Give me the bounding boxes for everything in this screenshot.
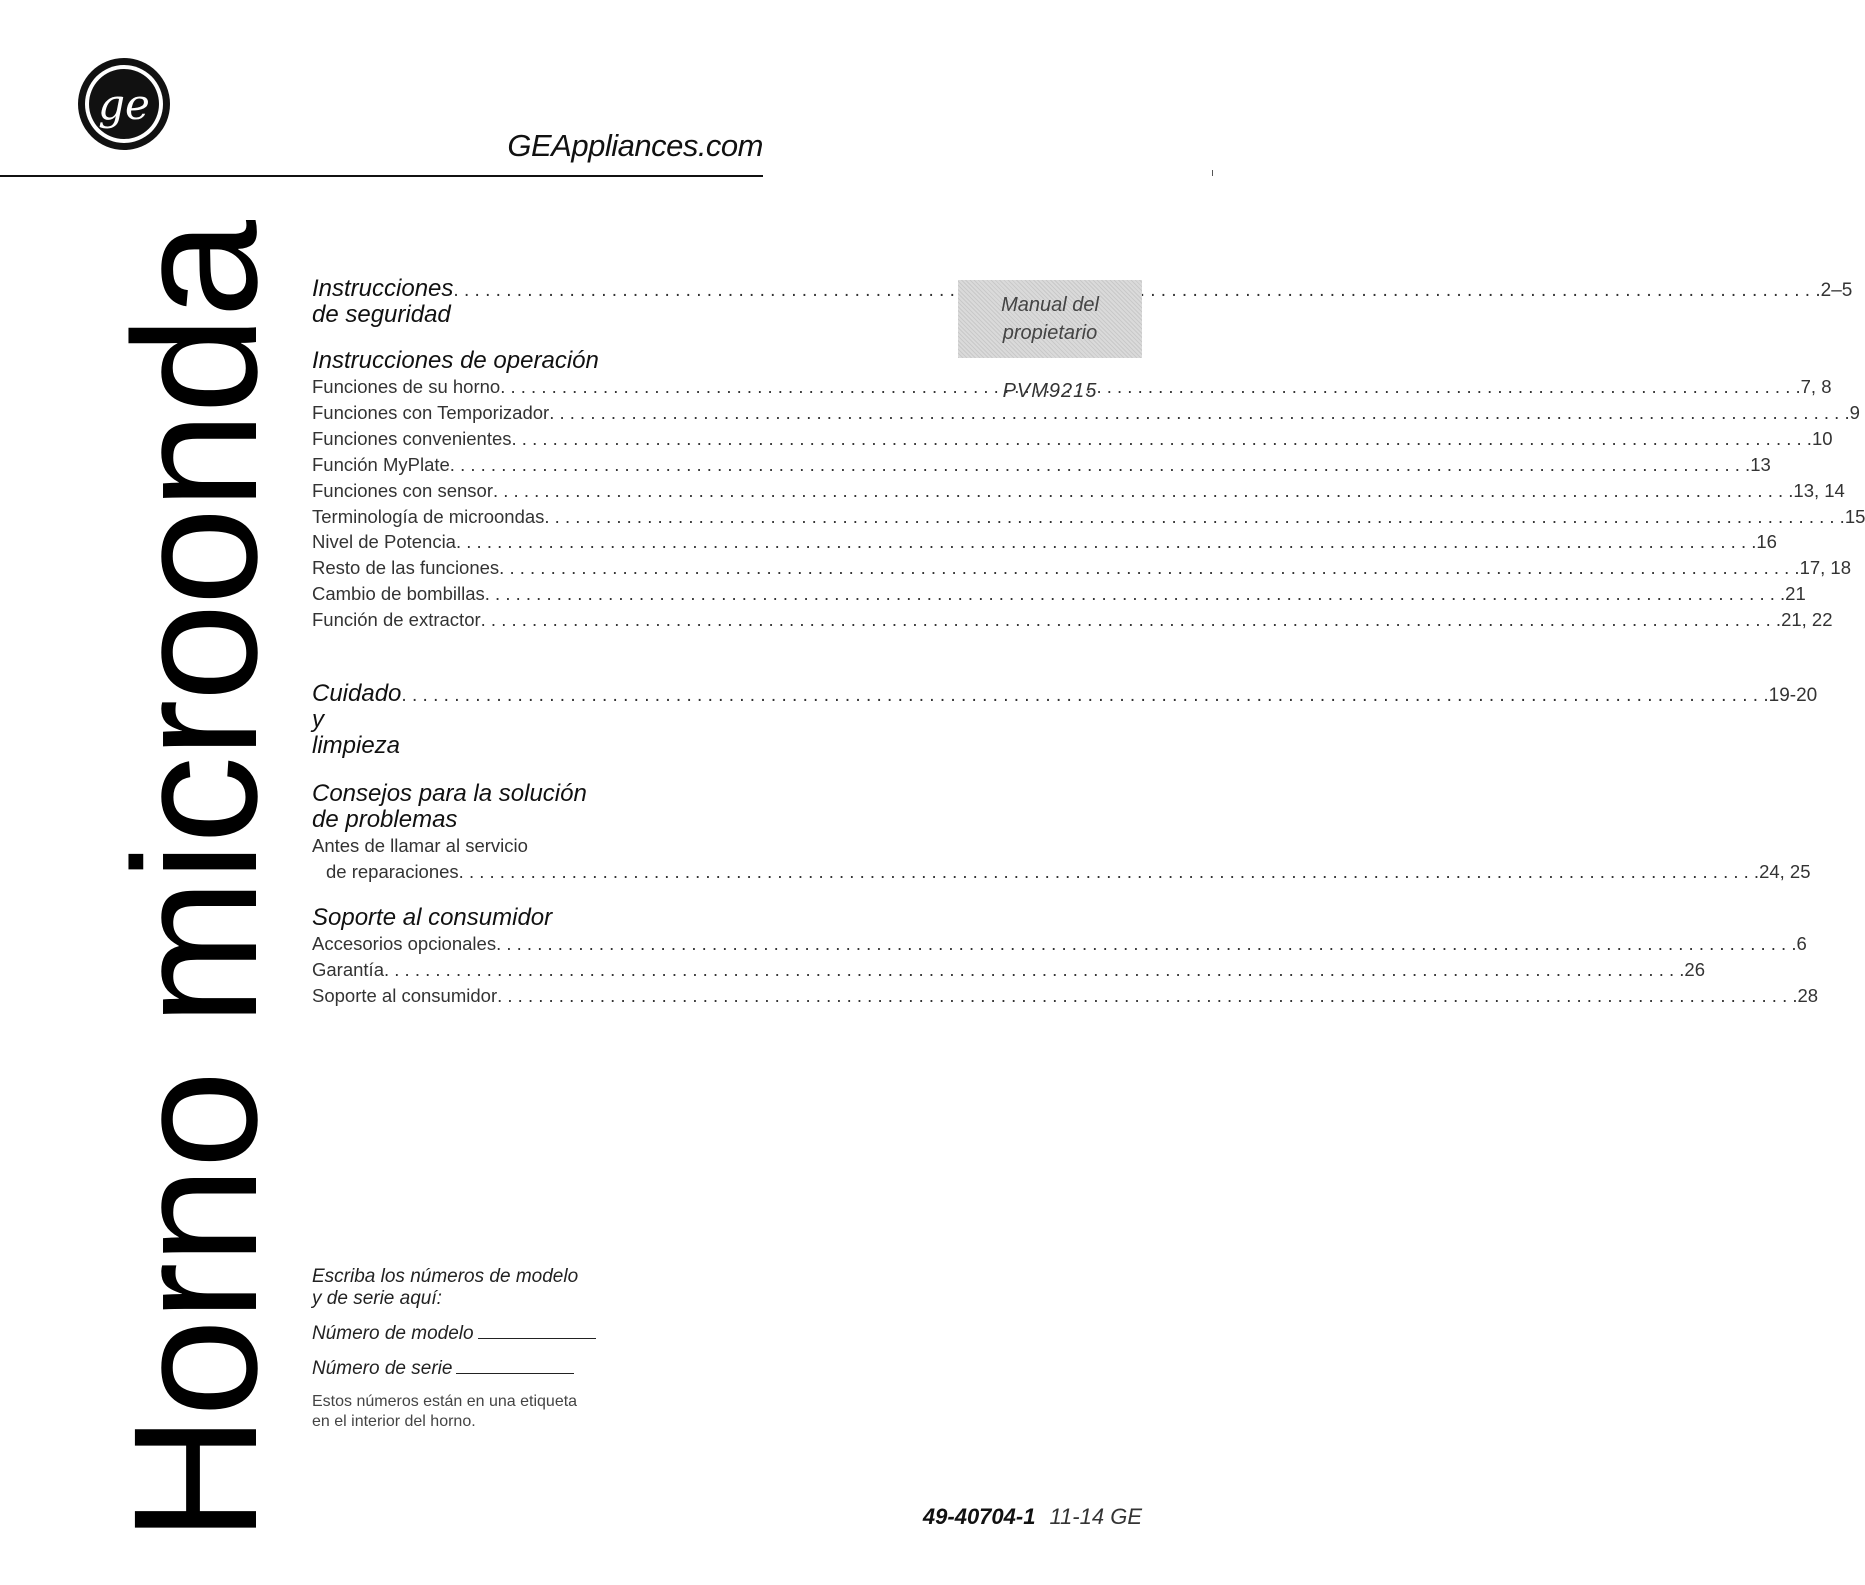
model-number-blank[interactable] xyxy=(478,1322,596,1339)
toc-section-heading[interactable] xyxy=(312,680,1818,760)
toc-entry-label: Cambio de bombillas xyxy=(312,583,485,605)
dot-leader xyxy=(456,529,1756,555)
svg-text:ge: ge xyxy=(98,80,150,129)
toc-entry-label: Accesorios opcionales xyxy=(312,932,497,954)
toc-section-title: de problemas xyxy=(312,806,458,834)
date-code: 11-14 GE xyxy=(1049,1504,1142,1529)
toc-entry[interactable] xyxy=(312,452,1771,478)
dot-leader xyxy=(481,607,1781,633)
toc-section-title: Consejos para la solución xyxy=(312,780,587,808)
toc-page-ref: 19-20 xyxy=(1768,685,1818,707)
toc-page-ref: 7, 8 xyxy=(1800,376,1832,397)
toc-page-ref: 17, 18 xyxy=(1799,557,1852,579)
toc-entry-intro: Antes de llamar al servicio xyxy=(312,835,528,857)
toc-entry[interactable] xyxy=(312,555,1852,581)
model-number-field[interactable] xyxy=(312,1322,642,1345)
model-serial-record xyxy=(312,1266,642,1432)
toc-entry[interactable] xyxy=(312,983,1819,1009)
toc-entry-label: Soporte al consumidor xyxy=(312,984,498,1006)
toc-entry[interactable] xyxy=(312,859,1811,885)
toc-section-title: Instrucciones de operación xyxy=(312,347,599,374)
dot-leader xyxy=(459,859,1759,885)
toc-entry[interactable] xyxy=(312,931,1807,957)
dot-leader xyxy=(497,983,1797,1009)
website-url[interactable]: GEAppliances.com xyxy=(507,128,763,163)
toc-section-heading xyxy=(312,348,742,374)
dot-leader xyxy=(401,683,1768,709)
toc-entry-label: Funciones convenientes xyxy=(312,427,512,449)
model-code: PVM9215 xyxy=(1002,380,1098,402)
record-prompt: y de serie aquí: xyxy=(312,1288,442,1309)
vertical-title-container xyxy=(98,222,294,1542)
record-note-line: en el interior del horno. xyxy=(312,1413,476,1430)
owners-manual-badge xyxy=(958,280,1142,358)
toc-page-ref: 13, 14 xyxy=(1793,479,1845,501)
toc-page-ref: 28 xyxy=(1797,984,1819,1006)
model-number-label: Número de modelo xyxy=(312,1323,474,1344)
toc-entry-label: Función de extractor xyxy=(312,609,481,631)
toc-entry-label: de reparaciones xyxy=(326,860,459,882)
toc-section-heading xyxy=(312,781,742,807)
toc-section-heading xyxy=(312,905,742,931)
toc-entry[interactable] xyxy=(312,478,1845,504)
toc-page-ref: 15 xyxy=(1844,505,1865,527)
serial-number-field[interactable] xyxy=(312,1357,642,1380)
document-number xyxy=(923,1504,1142,1530)
manual-badge-line: Manual del xyxy=(1001,294,1099,316)
dot-leader xyxy=(512,426,1812,452)
dot-leader xyxy=(500,374,1800,400)
toc-entry-label: Funciones de su horno xyxy=(312,376,501,397)
toc-page-ref: 24, 25 xyxy=(1759,860,1811,882)
dot-leader xyxy=(493,478,1793,504)
ge-logo-icon xyxy=(76,56,172,152)
toc-entry[interactable] xyxy=(312,426,1833,452)
manual-badge-line: propietario xyxy=(1002,322,1098,344)
toc-page-ref: 21 xyxy=(1785,583,1806,605)
toc-entry[interactable] xyxy=(312,504,1865,530)
toc-entry[interactable] xyxy=(312,529,1777,555)
record-prompt: Escriba los números de modelo xyxy=(312,1266,579,1287)
toc-page-ref: 21, 22 xyxy=(1781,609,1833,631)
toc-entry-label: Funciones con sensor xyxy=(312,479,493,501)
dot-leader xyxy=(544,504,1844,530)
toc-page-ref: 26 xyxy=(1684,958,1705,980)
vertical-title: Horno microonda xyxy=(98,222,294,1542)
toc-section-heading xyxy=(312,807,742,833)
serial-number-blank[interactable] xyxy=(456,1357,574,1374)
toc-entry[interactable] xyxy=(312,957,1705,983)
toc-entry-label: Nivel de Potencia xyxy=(312,531,456,553)
toc-entry-label: Función MyPlate xyxy=(312,453,450,475)
dot-leader xyxy=(496,931,1796,957)
toc-page-ref: 13 xyxy=(1750,453,1771,475)
serial-number-label: Número de serie xyxy=(312,1358,453,1379)
toc-page-ref: 9 xyxy=(1849,401,1860,423)
toc-entry[interactable] xyxy=(312,400,1860,426)
doc-number: 49-40704-1 xyxy=(922,1504,1036,1529)
toc-entry-label: Resto de las funciones xyxy=(312,557,500,579)
record-note xyxy=(312,1392,642,1432)
toc-section-title: Cuidado y limpieza xyxy=(312,680,402,760)
toc-page-ref: 10 xyxy=(1811,427,1833,449)
toc-page-ref: 16 xyxy=(1756,531,1777,553)
dot-leader xyxy=(384,957,1684,983)
toc-page-ref: 6 xyxy=(1796,932,1807,954)
dot-leader xyxy=(485,581,1785,607)
dot-leader xyxy=(499,555,1799,581)
toc-entry[interactable] xyxy=(312,607,1833,633)
toc-section-title: Instrucciones de seguridad xyxy=(312,275,454,328)
toc-entry[interactable] xyxy=(312,581,1806,607)
edge-mark xyxy=(1212,170,1213,176)
toc-entry-label: Garantía xyxy=(312,958,384,980)
dot-leader xyxy=(549,400,1849,426)
toc-entry-label: Funciones con Temporizador xyxy=(312,401,550,423)
toc-section-title: Soporte al consumidor xyxy=(312,903,553,931)
toc-page-ref: 2–5 xyxy=(1820,280,1853,301)
record-note-line: Estos números están en una etiqueta xyxy=(312,1393,578,1410)
dot-leader xyxy=(450,452,1750,478)
header-rule xyxy=(0,175,763,177)
toc-entry-label: Terminología de microondas xyxy=(312,505,545,527)
